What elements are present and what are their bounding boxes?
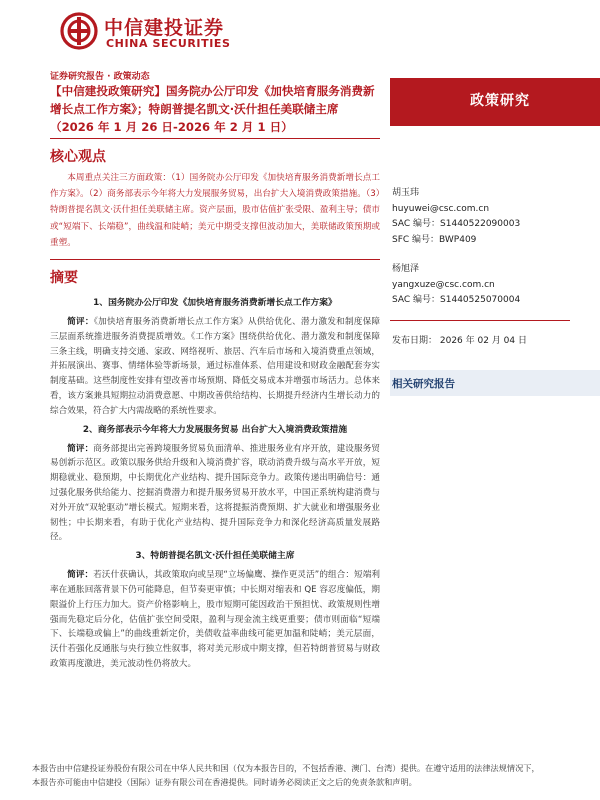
abstract-body bbox=[50, 292, 380, 672]
analyst-2-email[interactable]: yangxuze@csc.com.cn bbox=[392, 279, 495, 290]
section-2-label: 简评： bbox=[67, 443, 94, 454]
related-reports-label: 相关研究报告 bbox=[392, 378, 455, 390]
core-divider bbox=[50, 259, 380, 260]
analyst-2 bbox=[392, 262, 520, 309]
section-1-title: 1、国务院办公厅印发《加快培育服务消费新增长点工作方案》 bbox=[93, 298, 337, 308]
section-2-title: 2、商务部表示今年将大力发展服务贸易 出台扩大入境消费政策措施 bbox=[82, 424, 348, 435]
footer-line-2: 本报告亦可能由中信建投（国际）证券有限公司在香港提供。同时请务必阅读正文之后的免责条款和声明。 bbox=[32, 776, 417, 787]
sidebar-divider bbox=[390, 320, 570, 321]
section-3-body bbox=[50, 568, 380, 672]
report-type-label: 政策研究 bbox=[470, 93, 530, 109]
section-1-text: 《加快培育服务消费新增长点工作方案》从供给优化、潜力激发和制度保障三层面系统推进服务消费提质增效。《工作方案》围绕供给优化、潜力激发和制度保障三条主线，明确支持交通、家政、网络视听、旅居、汽车后市场和入境消费重点领域，并拓展演出、赛事、情绪体验等新场景，通过标准体系、信用建设和财政金融配套夯实制度基础。这些制度性安排有望改善市场预期、降低交易成本并增强市场活力。总体来看，该方案兼具短期拉动消费意愿、中期改善供给结构、长期提升经济内生增长动力的综合效果，符合扩大内需战略的系统性要求。 bbox=[50, 317, 380, 416]
abstract-heading: 摘要 bbox=[50, 270, 78, 286]
company-logo bbox=[60, 10, 231, 56]
logo-name-en: CHINA SECURITIES bbox=[106, 37, 231, 50]
title-divider bbox=[50, 138, 380, 139]
section-2-body bbox=[50, 442, 380, 546]
logo-name-cn: 中信建投证券 bbox=[104, 17, 225, 39]
section-3-title: 3、特朗普提名凯文·沃什担任美联储主席 bbox=[135, 551, 295, 562]
core-heading: 核心观点 bbox=[50, 149, 106, 165]
footer-line-1: 本报告由中信建投证券股份有限公司在中华人民共和国（仅为本报告目的，不包括香港、澳门、台湾）提供。在遵守适用的法律法规情况下， bbox=[32, 763, 540, 773]
section-3-label: 简评： bbox=[67, 570, 94, 581]
related-reports-header bbox=[390, 370, 600, 396]
disclaimer-footer bbox=[32, 762, 592, 789]
logo-emblem-icon bbox=[60, 12, 98, 50]
section-1-body bbox=[50, 315, 380, 419]
section-2-text: 商务部提出完善跨境服务贸易负面清单、推进服务业有序开放，建设服务贸易创新示范区。政策以服务供给升级和入境消费扩容，联动消费升级与高水平开放，短期稳就业、稳预期，中长期优化产业结构、提升国际竞争力。政策传递出明确信号：通过强化服务供给能力、挖掘消费潜力和提升服务贸易开放水平，中国正系统构建消费与对外开放“双轮驱动”增长模式。短期来看，这将提振消费预期、扩大就业和增强服务业韧性；中长期来看，有助于优化产业结构、提升国际竞争力和深化经济高质量发展路径。 bbox=[50, 443, 380, 543]
report-type-tab bbox=[390, 78, 600, 126]
analyst-1-email[interactable]: huyuwei@csc.com.cn bbox=[392, 203, 490, 214]
core-summary: 本周重点关注三方面政策：（1）国务院办公厅印发《加快培育服务消费新增长点工作方案》。（2）商务部表示今年将大力发展服务贸易，出台扩大入境消费政策措施。（3）特朗普提名凯文·沃什担任美联储主席。资产层面，股市估值扩张受限、盈利主导；债市或“短端下、长端稳”，曲线温和陡峭；美元中期受支撑但波动加大，美联储政策预期或重塑。 bbox=[50, 173, 380, 248]
report-category: 证券研究报告 · 政策动态 bbox=[50, 72, 150, 82]
analyst-1-name: 胡玉玮 bbox=[392, 188, 420, 198]
analyst-1-sfc: SFC 编号：BWP409 bbox=[392, 234, 477, 245]
section-1-label: 简评： bbox=[67, 317, 94, 327]
publish-date: 发布日期： 2026 年 02 月 04 日 bbox=[392, 336, 527, 346]
analyst-1 bbox=[392, 186, 520, 248]
section-3-text: 若沃什获确认，其政策取向或呈现“立场偏鹰、操作更灵活”的组合：短端利率在通胀回落背景下仍可能降息，但节奏更审慎；中长期对缩表和 QE 容忍度偏低，期限溢价上行压力加大。资产价格影响上，股市短期可能因政治干预担忧、政策规则性增强而先稳定后分化，估值扩张空间受限，盈利与现金流主线更重要；债市则面临“短端下、长端稳或偏上”的曲线重新定价，美债收益率曲线可能更加温和陡峭；美元层面，沃什若强化反通胀与央行独立性叙事，将对美元形成中期支撑，但若特朗普贸易与财政政策再度激进，美元波动性仍将放大。 bbox=[50, 570, 380, 669]
analyst-1-sac: SAC 编号：S1440522090003 bbox=[392, 219, 521, 229]
analyst-2-name: 杨旭泽 bbox=[392, 264, 420, 274]
report-title: 【中信建投政策研究】国务院办公厅印发《加快培育服务消费新增长点工作方案》；特朗普提名凯文·沃什担任美联储主席（2026 年 1 月 26 日-2026 年 2 月 1 日） bbox=[50, 84, 375, 134]
analyst-2-sac: SAC 编号：S1440525070004 bbox=[392, 295, 521, 305]
